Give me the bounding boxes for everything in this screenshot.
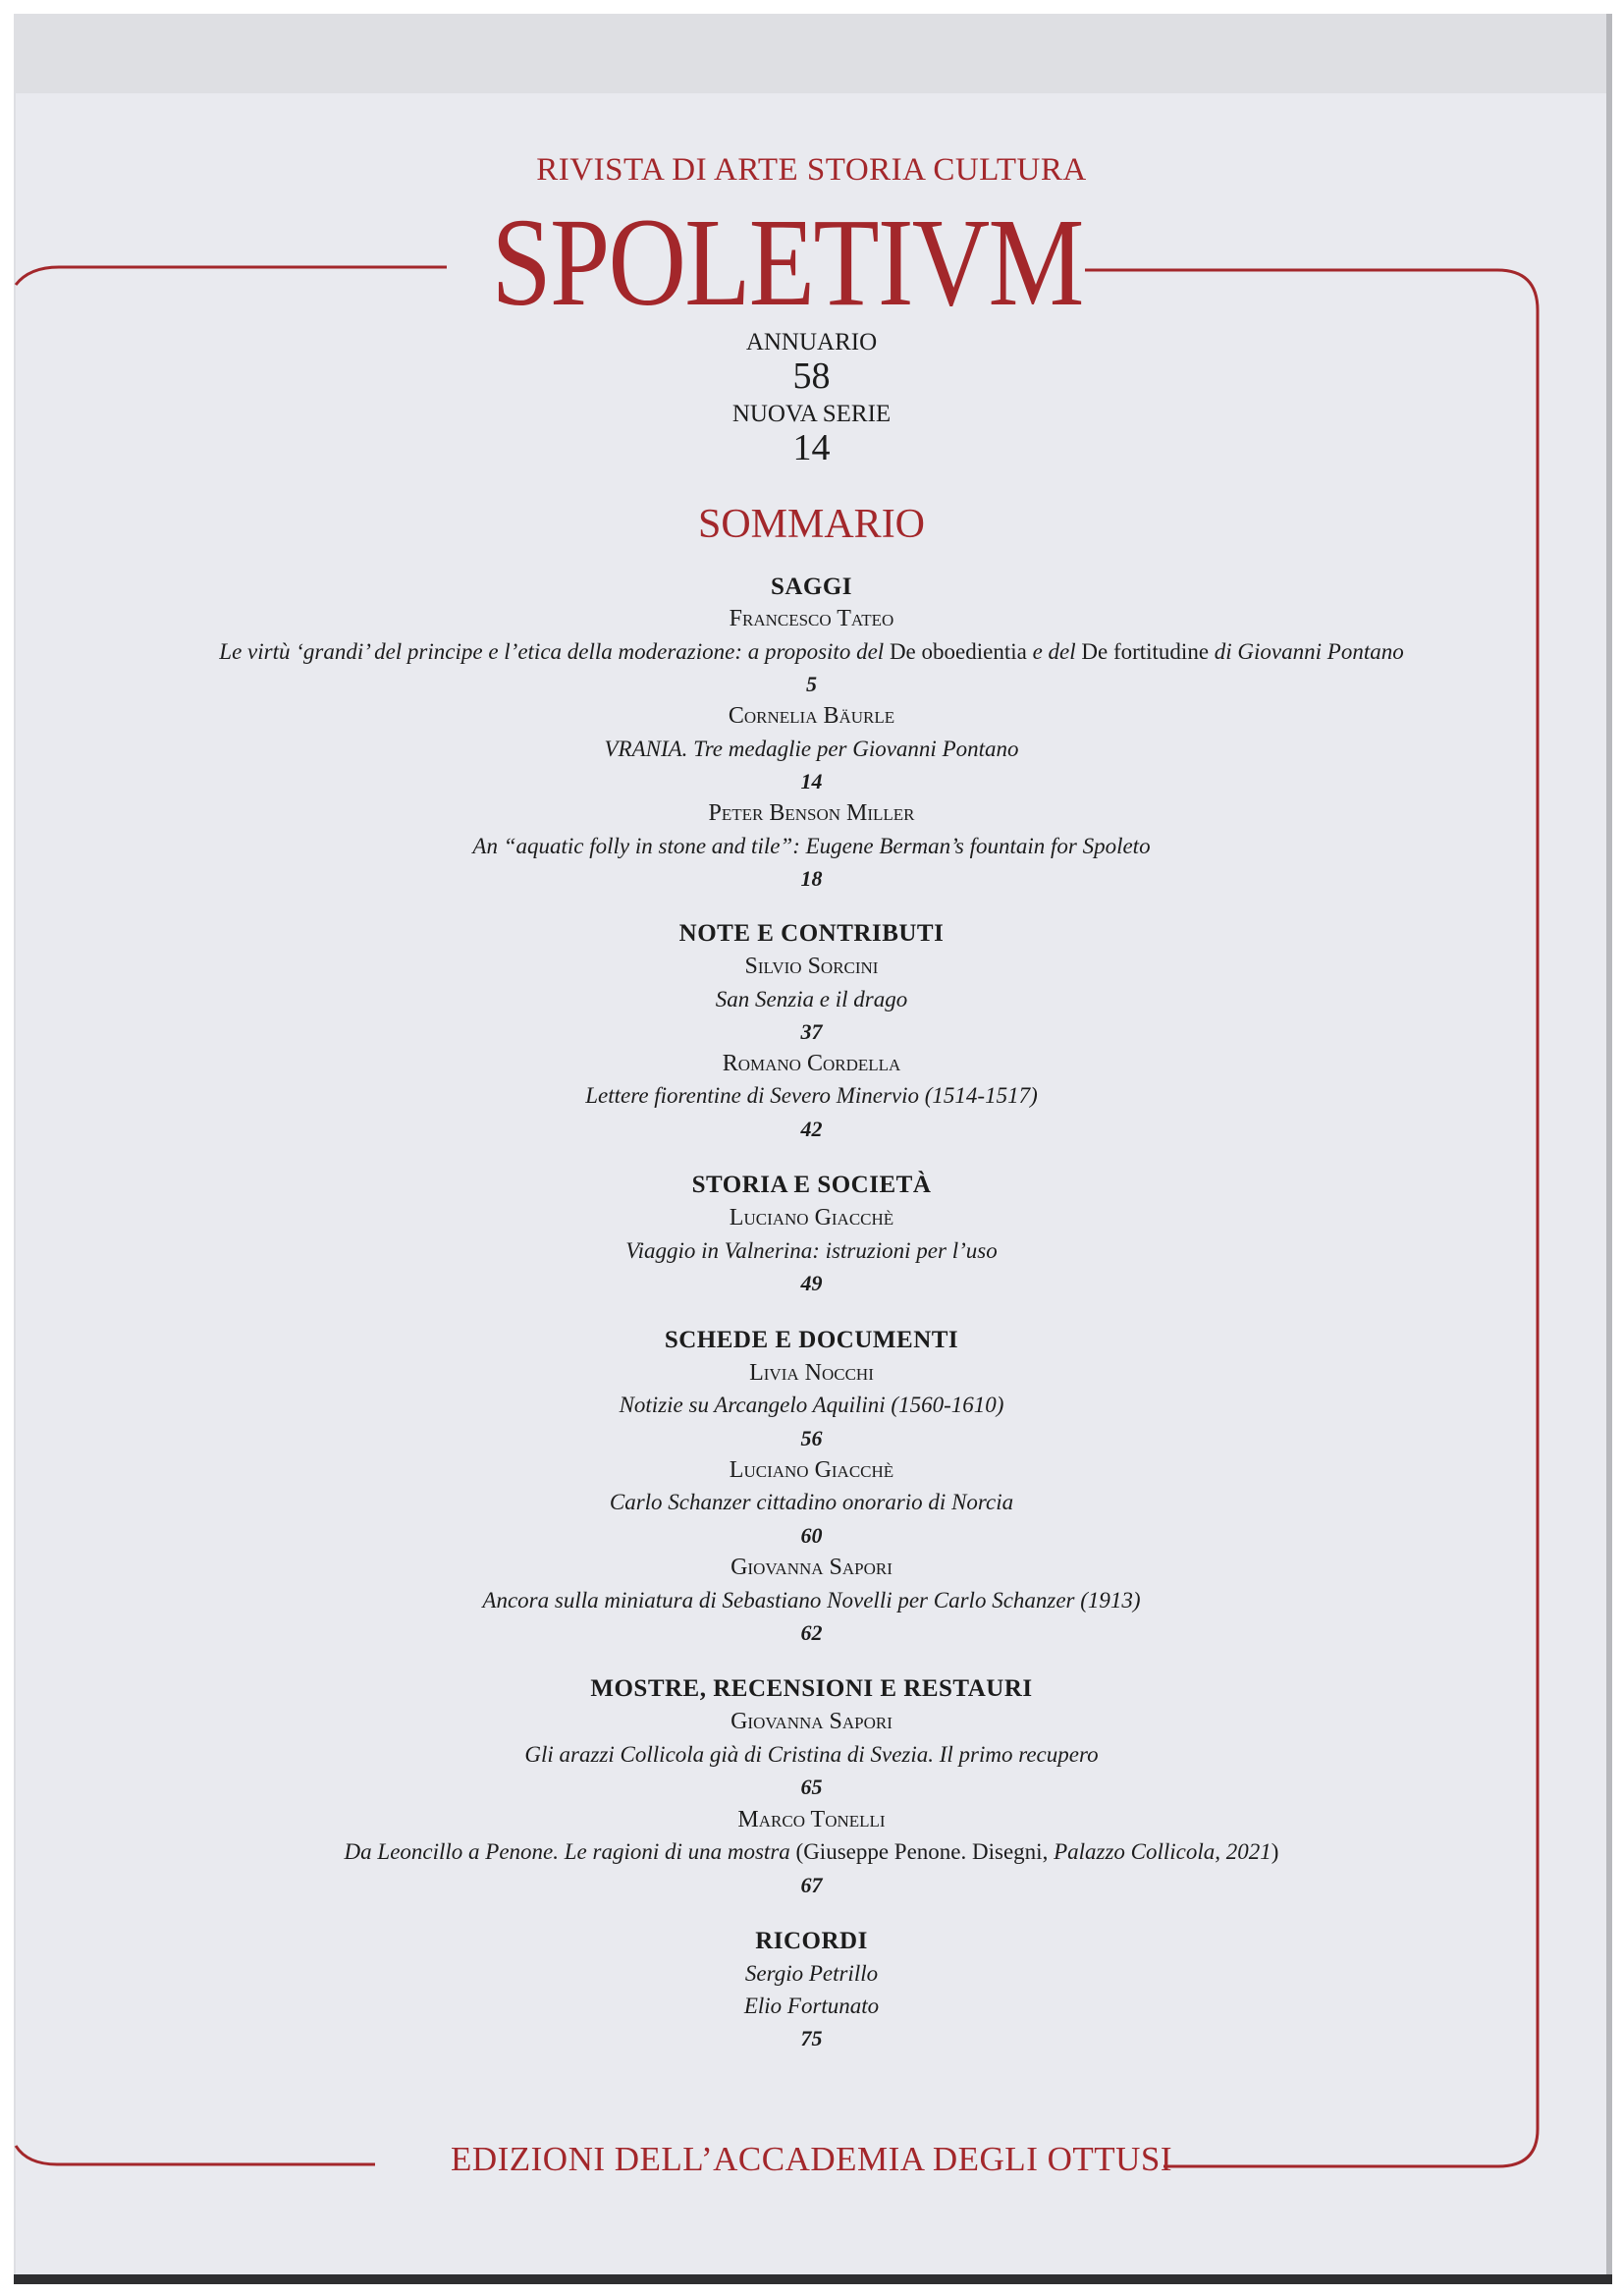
title-part-roman: De oboedientia [889,639,1027,664]
entry-page: 42 [800,1117,823,1141]
entry-author: Luciano Giacchè [729,1457,894,1483]
entry-title: VRANIA. Tre medaglie per Giovanni Pontano [604,737,1019,761]
entry-title [0,639,1623,665]
entry-author: Peter Benson Miller [708,800,915,826]
title-part-roman: ) [1271,1839,1279,1864]
entry-title: Ancora sulla miniatura di Sebastiano Novelli per Carlo Schanzer (1913) [482,1588,1141,1613]
ricordi-name: Sergio Petrillo [744,1961,879,1986]
serie-number: 14 [792,427,831,468]
section-heading-schede: SCHEDE E DOCUMENTI [664,1327,959,1353]
entry-page: 60 [800,1523,823,1548]
entry-page: 56 [800,1426,823,1450]
entry-author: Marco Tonelli [737,1807,886,1832]
entry-page: 67 [800,1873,823,1897]
entry-author: Giovanna Sapori [730,1709,893,1734]
ricordi-name: Elio Fortunato [743,1994,880,2018]
title-part: Palazzo Collicola, 2021 [1054,1839,1271,1864]
journal-masthead: SPOLETIVM [491,192,1083,332]
entry-title: Notizie su Arcangelo Aquilini (1560-1610) [619,1393,1004,1417]
entry-author: Silvio Sorcini [744,954,879,979]
entry-page: 37 [800,1019,823,1044]
annuario-label: ANNUARIO [745,329,878,355]
entry-page: 62 [800,1620,823,1645]
title-part: Da Leoncillo a Penone. Le ragioni di una mostra [344,1839,796,1864]
entry-title: An “aquatic folly in stone and tile”: Eugene Berman’s fountain for Spoleto [472,834,1151,858]
entry-page: 5 [806,672,817,696]
journal-subtitle: RIVISTA DI ARTE STORIA CULTURA [536,152,1087,188]
annuario-number: 58 [792,355,831,397]
entry-title: Viaggio in Valnerina: istruzioni per l’uso [625,1238,998,1263]
entry-title [0,1839,1623,1865]
title-part-roman: (Giuseppe Penone. Disegni, [795,1839,1055,1864]
section-heading-storia: STORIA E SOCIETÀ [691,1172,932,1198]
entry-title: San Senzia e il drago [715,987,908,1011]
section-heading-mostre: MOSTRE, RECENSIONI E RESTAURI [590,1675,1033,1702]
entry-title: Gli arazzi Collicola già di Cristina di Svezia. Il primo recupero [524,1742,1099,1767]
entry-page: 49 [800,1271,823,1295]
publisher-footer: EDIZIONI DELL’ACCADEMIA DEGLI OTTUSI [450,2140,1173,2178]
entry-author: Livia Nocchi [749,1360,874,1386]
entry-page: 75 [800,2026,823,2050]
page-bottom-shadow [14,2274,1612,2284]
sommario-title: SOMMARIO [697,502,926,547]
title-part: Le virtù ‘grandi’ del principe e l’etica della moderazione: a proposito del [219,639,890,664]
title-part-roman: De fortitudine [1081,639,1210,664]
entry-page: 18 [800,866,823,891]
entry-page: 65 [800,1775,823,1799]
entry-page: 14 [800,769,823,793]
serie-label: NUOVA SERIE [731,401,892,427]
entry-author: Cornelia Bäurle [728,703,895,729]
section-heading-note: NOTE E CONTRIBUTI [678,920,945,947]
entry-author: Giovanna Sapori [730,1555,893,1580]
entry-author: Romano Cordella [722,1051,901,1076]
entry-title: Carlo Schanzer cittadino onorario di Norcia [609,1490,1014,1514]
section-heading-saggi: SAGGI [770,574,853,600]
section-heading-ricordi: RICORDI [755,1928,868,1954]
entry-title: Lettere fiorentine di Severo Minervio (1514-1517) [585,1083,1038,1108]
title-part: di Giovanni Pontano [1209,639,1404,664]
title-part: e del [1026,639,1082,664]
entry-author: Francesco Tateo [729,606,894,631]
entry-author: Luciano Giacchè [729,1205,894,1230]
